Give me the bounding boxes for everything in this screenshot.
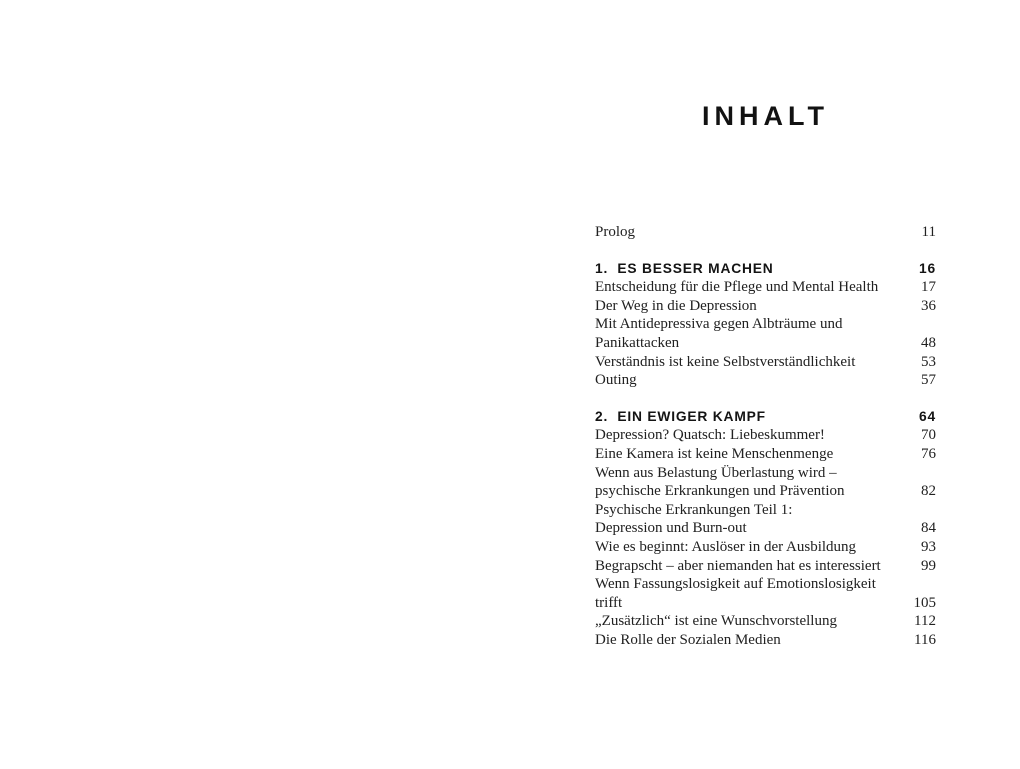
toc-entry-line: trifft: [595, 594, 623, 611]
toc-section-row: [595, 260, 936, 279]
toc-page-number: 53: [921, 353, 936, 370]
toc-entry-title: [595, 426, 907, 445]
toc-entry-line: Der Weg in die Depression: [595, 297, 757, 314]
toc-entry-title: [595, 371, 907, 390]
toc-page-number: 76: [921, 445, 936, 462]
toc-entry-row: [595, 557, 936, 576]
toc-entry-row: [595, 353, 936, 372]
toc-entry-row: [595, 315, 936, 352]
toc-entry-line: 1. ES BESSER MACHEN: [595, 260, 774, 276]
toc-entry-title: [595, 353, 907, 372]
page-title: INHALT: [702, 101, 829, 131]
toc-entry-line: Die Rolle der Sozialen Medien: [595, 631, 781, 648]
toc-entry-row: [595, 631, 936, 650]
toc-page-number: 112: [914, 613, 936, 630]
toc-entry-row: [595, 501, 936, 538]
toc-entry-line: 2. EIN EWIGER KAMPF: [595, 408, 766, 424]
toc-entry-line: Entscheidung für die Pflege und Mental Health: [595, 279, 879, 296]
toc-page-number: 99: [921, 557, 936, 574]
toc-page-number: 16: [919, 260, 936, 276]
toc-entry-row: [595, 426, 936, 445]
toc-page-number: 82: [921, 483, 936, 500]
toc-entry-line: Wie es beginnt: Auslöser in der Ausbildung: [595, 538, 857, 555]
toc-entry-row: [595, 445, 936, 464]
toc-entry-row: [595, 464, 936, 501]
toc-section-row: [595, 408, 936, 427]
toc-entry-line: „Zusätzlich“ ist eine Wunschvorstellung: [595, 613, 837, 630]
toc-page-number: 116: [914, 631, 936, 648]
toc-entry-row: [595, 575, 936, 612]
toc-entry-row: [595, 612, 936, 631]
toc-entry-line: Depression? Quatsch: Liebeskummer!: [595, 427, 825, 444]
toc-entry-title: [595, 631, 900, 650]
toc-entry-title: [595, 278, 907, 297]
toc-entry-title: [595, 501, 907, 538]
toc-entry-line: Begrapscht – aber niemanden hat es interessiert: [595, 557, 881, 574]
toc-entry-title: [595, 575, 900, 612]
toc-entry-row: [595, 278, 936, 297]
toc-entry-title: [595, 557, 907, 576]
toc-entry-title: [595, 612, 900, 631]
toc-entry-row: [595, 297, 936, 316]
toc-page-number: 64: [919, 408, 936, 424]
toc-entry-row: [595, 371, 936, 390]
toc-entry-line: psychische Erkrankungen und Prävention: [595, 483, 845, 500]
toc-entry-line: Wenn aus Belastung Überlastung wird –: [595, 464, 837, 481]
toc-page-number: 11: [921, 224, 936, 240]
toc-entry-title: [595, 445, 907, 464]
toc-page-number: 84: [921, 520, 936, 537]
toc-entry-line: Outing: [595, 372, 637, 389]
toc-page-number: 70: [921, 427, 936, 444]
toc-page-number: 57: [921, 372, 936, 389]
toc-entry-title: [595, 315, 907, 352]
toc-entry-title: [595, 408, 905, 427]
toc-entry-line: Eine Kamera ist keine Menschenmenge: [595, 445, 834, 462]
toc-entry-line: Psychische Erkrankungen Teil 1:: [595, 501, 793, 518]
toc-entry-line: Wenn Fassungslosigkeit auf Emotionslosigkeit: [595, 576, 876, 593]
toc-entry-line: Panikattacken: [595, 334, 680, 351]
toc-page-number: 17: [921, 279, 936, 296]
toc-entry-line: Mit Antidepressiva gegen Albträume und: [595, 316, 843, 333]
toc-entry-title: [595, 464, 907, 501]
toc-page-number: 48: [921, 334, 936, 351]
toc-page-number: 105: [913, 594, 936, 611]
toc-entry-row: [595, 223, 936, 242]
toc-entry-title: [595, 538, 907, 557]
toc-entry-title: [595, 260, 905, 279]
toc-entry-title: [595, 223, 908, 242]
toc-entry-title: [595, 297, 907, 316]
toc-page-number: 36: [921, 297, 936, 314]
toc-entry-line: Verständnis ist keine Selbstverständlichkeit: [595, 353, 856, 370]
toc-page-number: 93: [921, 538, 936, 555]
toc-entry-line: Depression und Burn-out: [595, 520, 747, 537]
toc-entry-line: Prolog: [595, 224, 636, 240]
toc-entry-row: [595, 538, 936, 557]
table-of-contents: [595, 223, 936, 649]
